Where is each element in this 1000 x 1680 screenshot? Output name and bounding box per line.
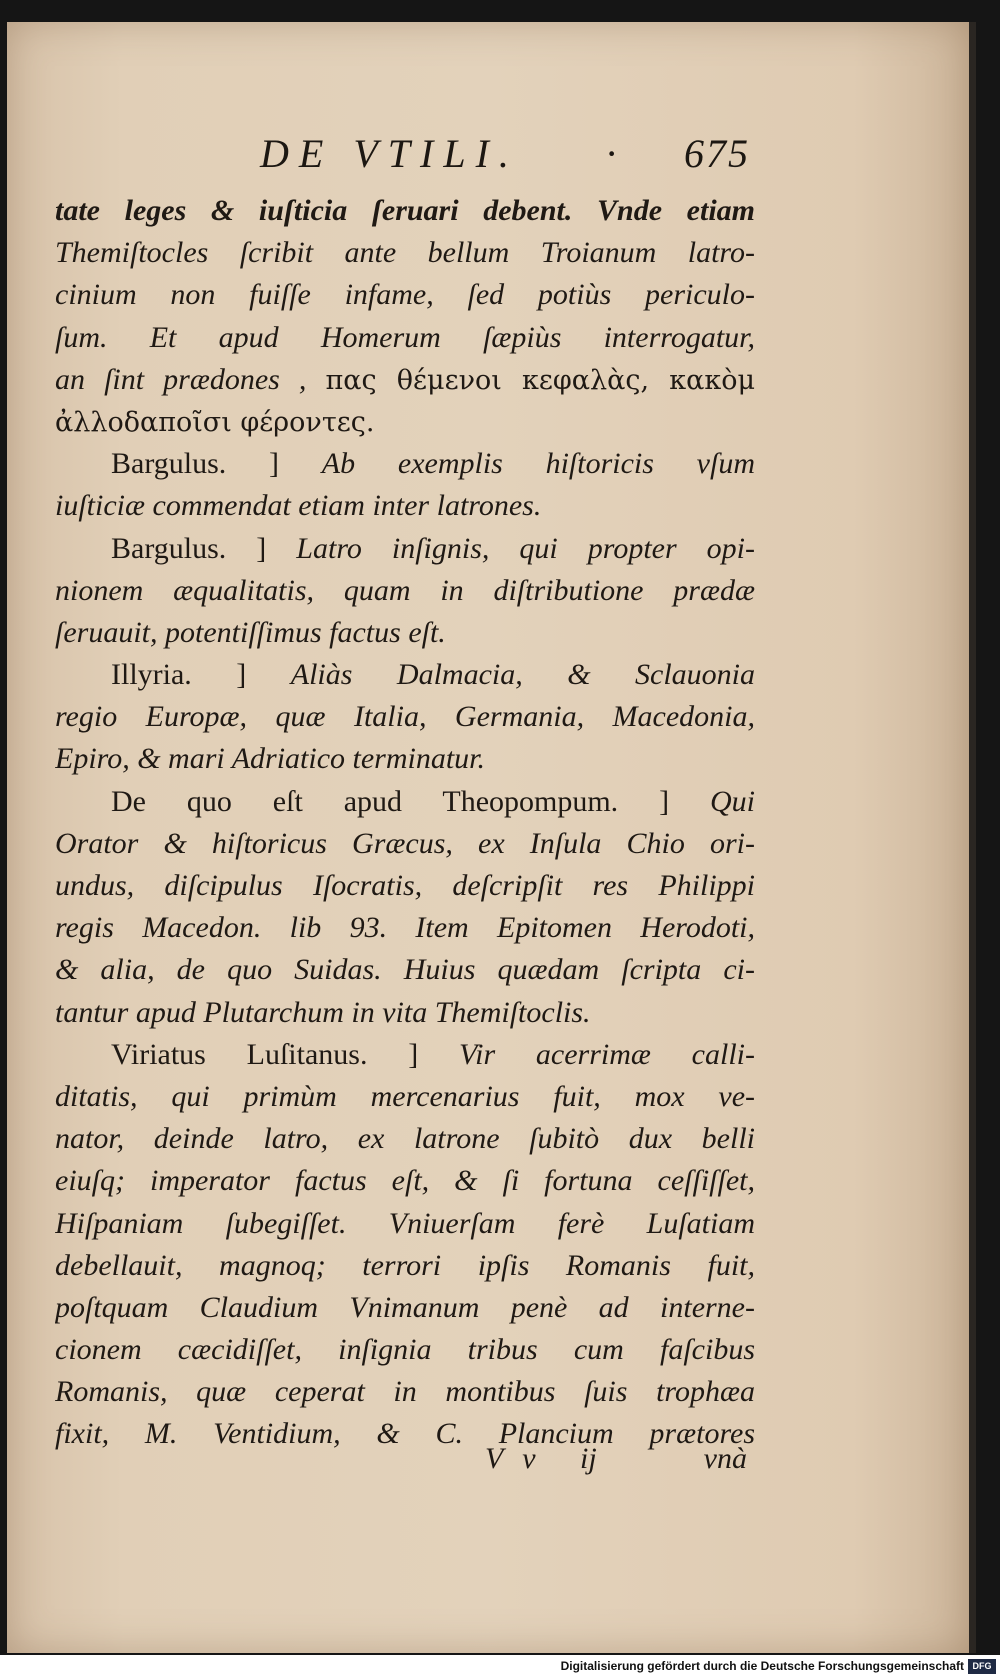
text-segment: iuſticiæ commendat etiam inter latrones. [55, 489, 542, 523]
text-line [55, 781, 755, 823]
catchword: vnà [703, 1442, 747, 1475]
text-segment: poſtquam Claudium Vnimanum penè ad interne- [55, 1290, 755, 1324]
text-segment: Epiro, & mari Adriatico terminatur. [55, 742, 486, 776]
text-segment: regio Europæ, quæ Italia, Germania, Macedonia, [55, 700, 755, 734]
text-line [55, 1203, 755, 1245]
text-segment: Romanis, quæ ceperat in montibus ſuis trophæa [55, 1375, 755, 1409]
text-line [55, 1034, 755, 1076]
text-line [55, 232, 755, 274]
text-segment: Orator & hiſtoricus Græcus, ex Inſula Chio ori- [55, 826, 755, 860]
text-line [55, 865, 755, 907]
text-segment: Bargulus. ] [111, 447, 322, 481]
header-dot: · [605, 131, 619, 176]
text-line [55, 443, 755, 485]
text-segment: ἀλλοδαποῖσι φέροντες. [55, 406, 375, 438]
text-segment: fixit, M. Ventidium, & C. Plancium prætores [55, 1417, 755, 1451]
text-segment: tate leges & iuſticia ſeruari debent. Vnde etiam [55, 194, 755, 227]
text-segment: nator, deinde latro, ex latrone ſubitò dux belli [55, 1122, 755, 1156]
body-text [55, 190, 755, 1456]
text-line [55, 359, 755, 401]
text-line [55, 823, 755, 865]
running-title: DE VTILI. [260, 131, 519, 176]
text-segment: Vir acerrimæ calli- [459, 1037, 755, 1071]
text-segment: Ab exemplis hiſtoricis vſum [321, 447, 755, 481]
text-segment: eiuſq; imperator factus eſt, & ſi fortuna ceſſiſſet, [55, 1164, 755, 1198]
text-line [55, 1118, 755, 1160]
text-segment: Illyria. ] [111, 658, 291, 692]
text-segment: Qui [710, 784, 755, 818]
text-segment: ſum. Et apud Homerum ſæpiùs interrogatur, [55, 320, 755, 354]
text-line [55, 485, 755, 527]
funding-credit: Digitalisierung gefördert durch die Deutsche Forschungsgemeinschaft [560, 1659, 964, 1673]
text-line [55, 1076, 755, 1118]
text-line [55, 1245, 755, 1287]
text-line [55, 401, 755, 443]
dfg-logo: DFG [968, 1659, 996, 1674]
text-line [55, 1413, 755, 1455]
text-segment: Latro inſignis, qui propter opi- [296, 531, 755, 565]
text-segment: undus, diſcipulus Iſocratis, deſcripſit res Philippi [55, 869, 755, 902]
text-line [55, 738, 755, 780]
text-line [55, 1329, 755, 1371]
text-line [55, 1287, 755, 1329]
text-line [55, 570, 755, 612]
text-line [55, 696, 755, 738]
text-line [55, 949, 755, 991]
text-line [55, 992, 755, 1034]
text-line [55, 190, 755, 232]
text-line [55, 907, 755, 949]
text-segment: Themiſtocles ſcribit ante bellum Troianum latro- [55, 236, 755, 270]
text-line [55, 612, 755, 654]
text-segment: cinium non fuiſſe infame, ſed potiùs periculo- [55, 278, 755, 312]
text-segment: debellauit, magnoq; terrori ipſis Romanis fuit, [55, 1248, 755, 1282]
text-segment: Aliàs Dalmacia, & Sclauonia [290, 658, 755, 692]
text-segment: De quo eſt apud Theopompum. ] [111, 784, 710, 818]
text-segment: πας θέμενοι κεφαλὰς, κακὸμ [325, 364, 755, 396]
text-line [55, 1371, 755, 1413]
text-segment: cionem cæcidiſſet, inſignia tribus cum faſcibus [55, 1333, 755, 1367]
text-segment: Hiſpaniam ſubegiſſet. Vniuerſam ferè Luſatiam [55, 1206, 755, 1240]
text-segment: tantur apud Plutarchum in vita Themiſtoclis. [55, 995, 591, 1029]
text-segment: & alia, de quo Suidas. Huius quædam ſcripta ci- [55, 953, 755, 987]
text-segment: an ſint prædones , [55, 362, 326, 396]
text-segment: Viriatus Luſitanus. ] [111, 1037, 460, 1071]
text-line [55, 654, 755, 696]
text-line [55, 317, 755, 359]
text-segment: ſeruauit, potentiſſimus factus eſt. [55, 615, 446, 649]
text-line [55, 274, 755, 316]
text-segment: Bargulus. ] [111, 531, 297, 565]
page-number: 675 [684, 131, 750, 176]
text-line [55, 528, 755, 570]
text-segment: ditatis, qui primùm mercenarius fuit, mox ve- [55, 1079, 755, 1113]
signature-number: ij [580, 1442, 597, 1475]
signature-mark: V v [485, 1442, 542, 1475]
footer-bar [0, 1655, 1000, 1680]
text-line [55, 1160, 755, 1202]
text-segment: nionem æqualitatis, quam in diſtributione prædæ [55, 573, 755, 607]
page-header [260, 130, 750, 180]
text-segment: regis Macedon. lib 93. Item Epitomen Herodoti, [55, 911, 755, 945]
